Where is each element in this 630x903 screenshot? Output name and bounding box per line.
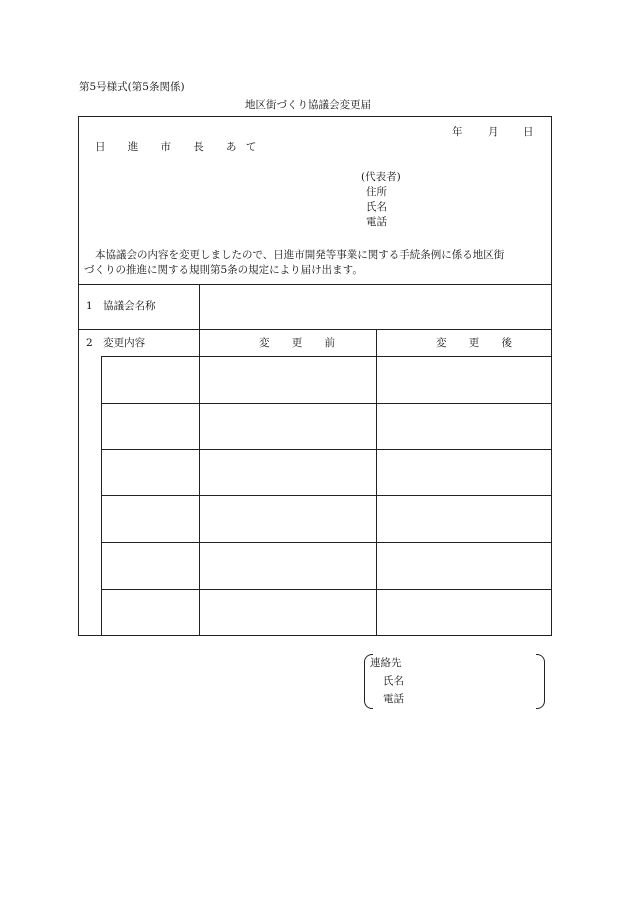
table-col-divider: [376, 329, 377, 636]
table-rule-row2: [78, 329, 552, 330]
contact-phone: 電話: [383, 693, 404, 705]
table-rule: [101, 495, 552, 496]
table-rule: [101, 589, 552, 590]
table-col-divider: [199, 284, 200, 636]
representative-address: 住所: [366, 186, 387, 198]
page-title: 地区街づくり協議会変更届: [245, 99, 371, 111]
contact-bracket-right: [536, 654, 545, 709]
representative-name: 氏名: [366, 201, 387, 213]
body-text-line-2: づくりの推進に関する規則第5条の規定により届け出ます。: [84, 264, 363, 276]
body-text-line-1: 本協議会の内容を変更しましたので、日進市開発等事業に関する手続条例に係る地区街: [95, 249, 505, 261]
column-header-after: 変 更 後: [436, 337, 522, 349]
representative-phone: 電話: [366, 216, 387, 228]
date-year: 年: [452, 126, 463, 138]
table-rule-top: [78, 284, 552, 285]
table-rule-header: [101, 356, 552, 357]
column-header-before: 変 更 前: [259, 337, 345, 349]
table-rule: [101, 542, 552, 543]
table-rule: [101, 449, 552, 450]
table-col-divider: [101, 356, 102, 636]
table-rule: [101, 403, 552, 404]
row-change-content-label: 2 変更内容: [86, 337, 146, 349]
contact-name: 氏名: [383, 675, 404, 687]
form-number: 第5号様式(第5条関係): [79, 81, 185, 93]
row-association-name-label: 1 協議会名称: [86, 300, 156, 312]
date-day: 日: [523, 126, 534, 138]
representative-label: (代表者): [361, 171, 401, 183]
contact-label: 連絡先: [370, 657, 402, 669]
form-frame: [78, 116, 552, 636]
date-month: 月: [488, 126, 499, 138]
addressee: 日 進 市 長 あて: [95, 141, 266, 153]
